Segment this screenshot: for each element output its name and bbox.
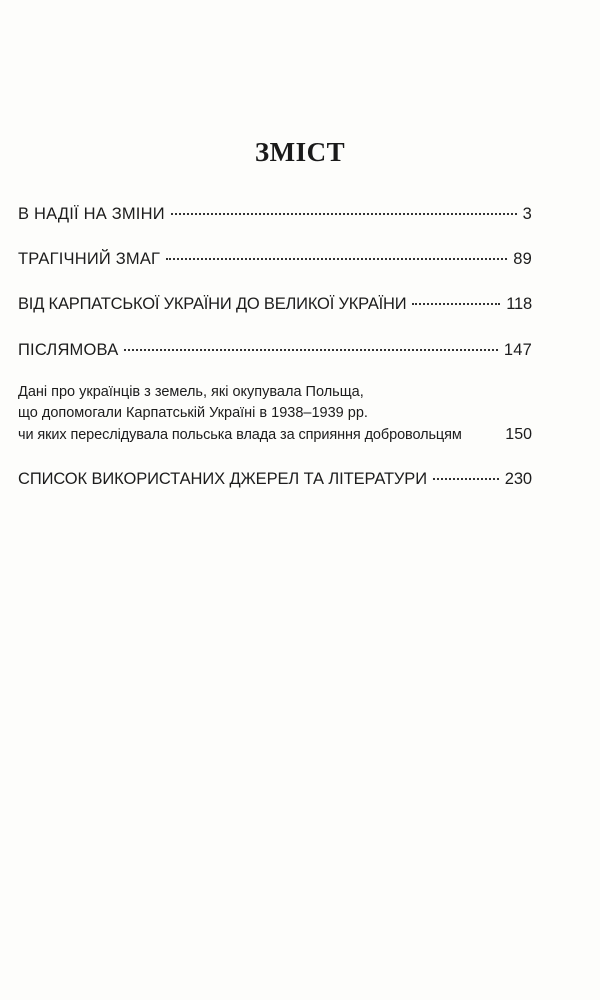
toc-entry (18, 295, 532, 314)
toc-entry (18, 470, 532, 489)
toc-entry-title: СПИСОК ВИКОРИСТАНИХ ДЖЕРЕЛ ТА ЛІТЕРАТУРИ (18, 470, 427, 488)
dot-leader (412, 303, 500, 305)
toc-entry-page: 230 (504, 470, 532, 488)
toc-entry-page: 3 (522, 205, 532, 223)
dot-leader (124, 349, 497, 351)
toc-entry-title: В НАДІЇ НА ЗМІНИ (18, 205, 165, 223)
toc-entry-title: ВІД КАРПАТСЬКОЇ УКРАЇНИ ДО ВЕЛИКОЇ УКРАЇНИ (18, 295, 407, 313)
toc-entry (18, 250, 532, 269)
toc-entry-page: 89 (513, 250, 532, 268)
dot-leader (433, 478, 499, 480)
toc-note-page: 150 (505, 426, 532, 443)
toc-note-line: чи яких переслідувала польська влада за сприяння добровольцям (18, 427, 462, 443)
toc-note-line: Дані про українців з земель, які окупувала Польща, (18, 384, 364, 400)
dot-leader (171, 213, 517, 215)
toc-entry-page: 118 (506, 295, 532, 313)
toc-entry (18, 205, 532, 224)
toc-entry-title: ПІСЛЯМОВА (18, 341, 119, 359)
dot-leader (166, 258, 507, 260)
toc-note-entry (18, 382, 532, 446)
page-title: ЗМІСТ (254, 137, 346, 167)
toc-note-line: що допомогали Карпатській Україні в 1938–1939 рр. (18, 405, 368, 421)
toc-note-last-line (18, 424, 532, 446)
toc-entry (18, 341, 532, 360)
toc-entry-page: 147 (503, 341, 532, 359)
toc-entry-title: ТРАГІЧНИЙ ЗМАГ (18, 250, 161, 268)
